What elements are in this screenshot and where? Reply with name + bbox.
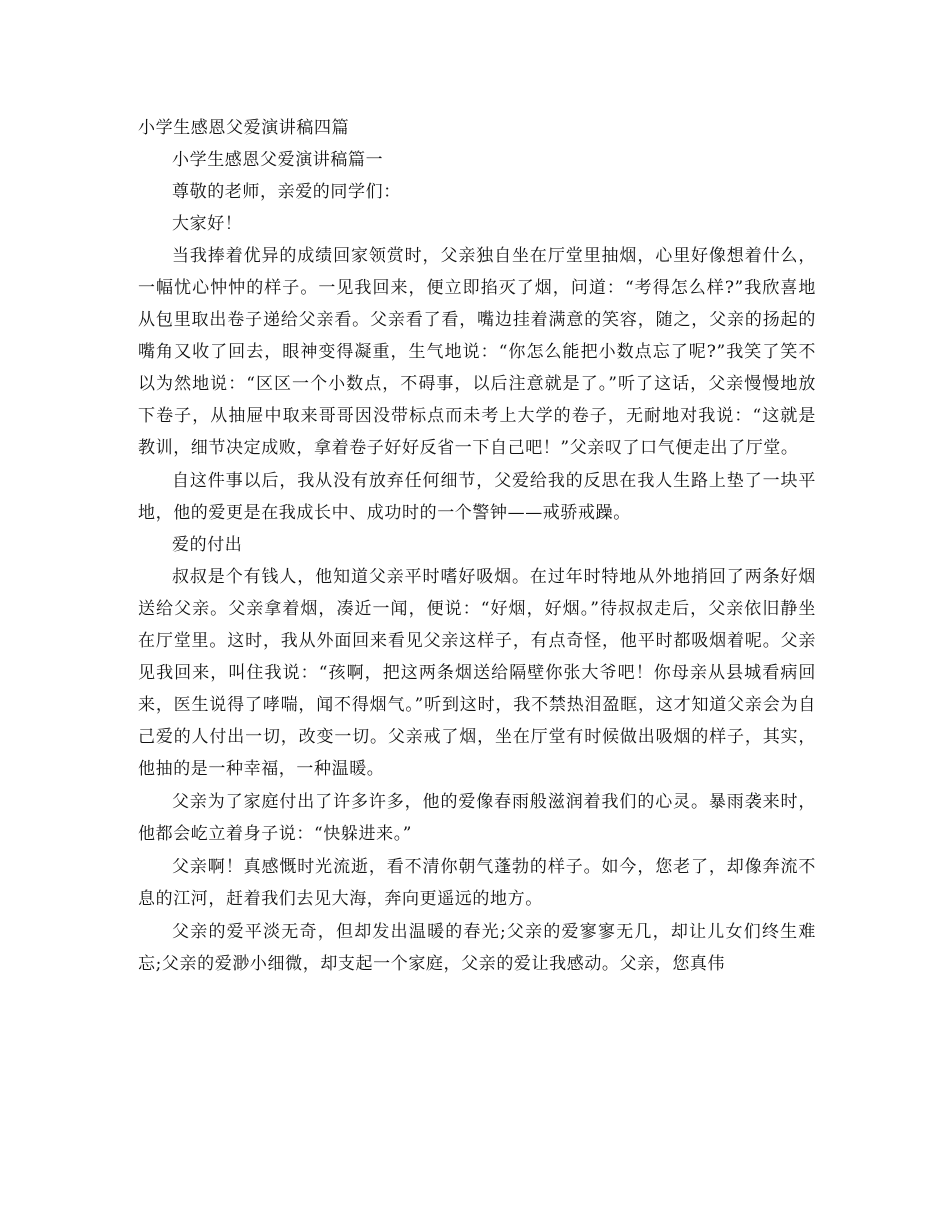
- paragraph-reflection: 自这件事以后，我从没有放弃任何细节，父爱给我的反思在我人生路上垫了一块平地，他的爱更是在我成长中、成功时的一个警钟——戒骄戒躁。: [138, 471, 816, 523]
- paragraph-conclusion: 父亲的爱平淡无奇，但却发出温暖的春光;父亲的爱寥寥无几，却让儿女们终生难忘;父亲的爱渺小细微，却支起一个家庭，父亲的爱让我感动。父亲，您真伟: [138, 922, 816, 974]
- section-heading-1: 小学生感恩父爱演讲稿篇一: [172, 150, 384, 170]
- greeting: 大家好！: [172, 214, 243, 234]
- subheading-love-giving: 爱的付出: [172, 535, 243, 555]
- document-title: 小学生感恩父爱演讲稿四篇: [138, 118, 350, 138]
- salutation: 尊敬的老师，亲爱的同学们：: [172, 182, 401, 202]
- paragraph-family: 父亲为了家庭付出了许多许多，他的爱像春雨般滋润着我们的心灵。暴雨袭来时，他都会屹立着身子说：“快躲进来。”: [138, 792, 816, 844]
- paragraph-time: 父亲啊！真感慨时光流逝，看不清你朝气蓬勃的样子。如今，您老了，却像奔流不息的江河，赶着我们去见大海，奔向更遥远的地方。: [138, 857, 816, 909]
- document-page: [138, 112, 816, 980]
- paragraph-story-cigarettes: 叔叔是个有钱人，他知道父亲平时嗜好吸烟。在过年时特地从外地捎回了两条好烟送给父亲。父亲拿着烟，凑近一闻，便说：“好烟，好烟。”待叔叔走后，父亲依旧静坐在厅堂里。这时，我从外面回来看见父亲这样子，有点奇怪，他平时都吸烟着呢。父亲见我回来，叫住我说：“孩啊，把这两条烟送给隔壁你张大爷吧！你母亲从县城看病回来，医生说得了哮喘，闻不得烟气。”听到这时，我不禁热泪盈眶，这才知道父亲会为自己爱的人付出一切，改变一切。父亲戒了烟，坐在厅堂有时候做出吸烟的样子，其实，他抽的是一种幸福，一种温暖。: [138, 567, 816, 779]
- paragraph-story-exam: 当我捧着优异的成绩回家领赏时，父亲独自坐在厅堂里抽烟，心里好像想着什么，一幅忧心忡忡的样子。一见我回来，便立即掐灭了烟，问道：“考得怎么样?”我欣喜地从包里取出卷子递给父亲看。父亲看了看，嘴边挂着满意的笑容，随之，父亲的扬起的嘴角又收了回去，眼神变得凝重，生气地说：“你怎么能把小数点忘了呢?”我笑了笑不以为然地说：“区区一个小数点，不碍事，以后注意就是了。”听了这话，父亲慢慢地放下卷子，从抽屉中取来哥哥因没带标点而未考上大学的卷子，无耐地对我说：“这就是教训，细节决定成败，拿着卷子好好反省一下自己吧！”父亲叹了口气便走出了厅堂。: [138, 246, 816, 458]
